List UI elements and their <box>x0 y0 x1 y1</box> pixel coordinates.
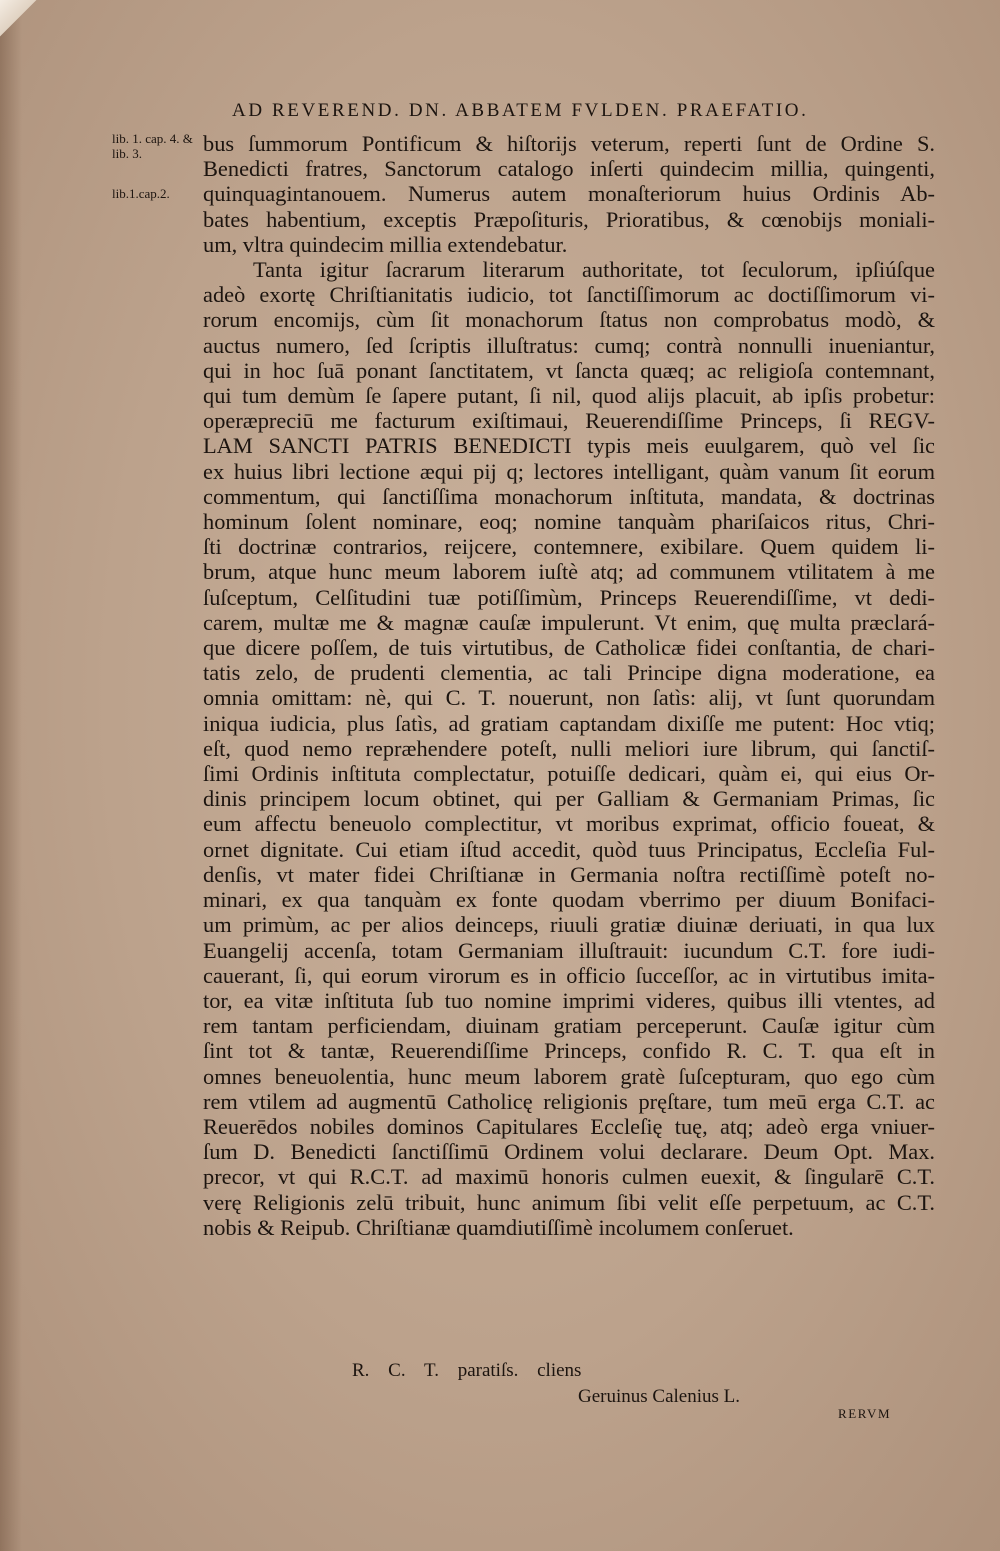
page-gutter-shadow <box>0 0 22 1551</box>
text-line: qui in hoc ſuā ponant ſanctitatem, vt ſancta quæq; ac religioſa contemnant, <box>203 357 935 383</box>
text-line: minari, ex qua tanquàm ex fonte quodam vberrimo per diuum Bonifaci- <box>203 887 935 913</box>
text-line: ornet dignitate. Cui etiam iſtud accedit, quòd tuus Principatus, Eccleſia Ful- <box>203 836 935 862</box>
text-line: nobis & Reipub. Chriſtianæ quamdiutiſſimè incolumem conſeruet. <box>203 1214 794 1240</box>
text-line: ſum D. Benedicti ſanctiſſimū Ordinem volui declarare. Deum Opt. Max. <box>203 1139 935 1165</box>
text-line: brum, atque hunc meum laborem iuſtè atq; ad communem vtilitatem à me <box>203 559 935 585</box>
text-line: tatis zelo, de prudenti clementia, ac tali Principe digna moderatione, ea <box>203 660 935 686</box>
text-line: eum affectu beneuolo complectitur, vt moribus exprimat, officio foueat, & <box>203 811 935 837</box>
text-line: verę Religionis zelū tribuit, hunc animum ſibi velit eſſe perpetuum, ac C.T. <box>203 1189 935 1215</box>
text-line: commentum, qui ſanctiſſima monachorum inſtituta, mandata, & doctrinas <box>203 483 935 509</box>
preface-text <box>203 131 935 1240</box>
text-line: ſti doctrinæ contrarios, reijcere, contemnere, exibilare. Quem quidem li- <box>203 534 935 560</box>
text-line: ſimi Ordinis inſtituta complectatur, potuiſſe dedicari, quàm ei, qui eius Or- <box>203 761 935 787</box>
marginal-note: lib.1.cap.2. <box>112 186 170 201</box>
text-line: tor, ea vitæ inſtituta ſub tuo nomine imprimi videres, quibus illi vtentes, ad <box>203 987 935 1013</box>
running-header: AD REVEREND. DN. ABBATEM FVLDEN. PRAEFATIO. <box>232 100 809 121</box>
text-line: um, vltra quindecim millia extendebatur. <box>203 231 568 257</box>
text-line: cauerant, ſi, qui eorum virorum es in officio ſucceſſor, ac in virtutibus imita- <box>203 962 935 988</box>
text-line: ſuſceptum, Celſitudini tuæ potiſſimùm, Princeps Reuerendiſſime, vt dedi- <box>203 584 935 610</box>
text-line: auctus numero, ſed ſcriptis illuſtratus: cumq; contrà nonnulli inueniantur, <box>203 332 935 358</box>
text-line: Euangelij accenſa, totam Germaniam illuſtrauit: iucundum C.T. fore iudi- <box>203 937 935 963</box>
text-line: qui tum demùm ſe ſapere putant, ſi nil, quod alijs placuit, ab ipſis probetur: <box>203 383 935 409</box>
text-line: rem vtilem ad augmentū Catholicę religionis pręſtare, tum meū erga C.T. ac <box>203 1088 935 1114</box>
text-line: carem, multæ me & magnæ cauſæ impulerunt. Vt enim, quę multa præclará- <box>203 609 935 635</box>
text-line: eſt, quod nemo repræhendere poteſt, nulli meliori iure librum, qui ſanctiſ- <box>203 735 935 761</box>
text-line: bates habentium, exceptis Præpoſituris, Prioratibus, & cœnobijs moniali- <box>203 206 935 232</box>
text-line: omnes beneuolentia, hunc meum laborem gratè ſuſcepturam, quo ego cùm <box>203 1063 935 1089</box>
text-line: quinquagintanouem. Numerus autem monaſteriorum huius Ordinis Ab- <box>203 181 935 207</box>
text-line: ex huius libri lectione æqui pij q; lectores intelligant, quàm vanum ſit eorum <box>203 458 935 484</box>
catchword: RERVM <box>838 1406 892 1421</box>
text-line: omnia omittam: nè, qui C. T. nouerunt, non ſatìs: alij, vt ſunt quorundam <box>203 685 935 711</box>
text-line: dinis principem locum obtinet, qui per Galliam & Germaniam Primas, ſic <box>203 786 935 812</box>
signature-line: R. C. T. paratiſs. cliens <box>352 1360 582 1381</box>
text-line: operæpreciū me facturum exiſtimaui, Reuerendiſſime Princeps, ſi REGV- <box>203 408 935 434</box>
text-line: iniqua iudicia, plus ſatìs, ad gratiam captandam dixiſſe me putent: Hoc vtiq; <box>203 710 935 736</box>
text-line: Tanta igitur ſacrarum literarum authoritate, tot ſeculorum, ipſiúſque <box>253 257 935 283</box>
text-line: adeò exortę Chriſtianitatis iudicio, tot ſanctiſſimorum ac doctiſſimorum vi- <box>203 282 935 308</box>
text-line: denſis, vt mater fidei Chriſtianæ in Germania noſtra rectiſſimè poteſt no- <box>203 861 935 887</box>
text-line: Benedicti fratres, Sanctorum catalogo inſerti quindecim millia, quingenti, <box>203 156 935 182</box>
signature-name: Geruinus Calenius L. <box>578 1386 741 1407</box>
text-line: ſint tot & tantæ, Reuerendiſſime Princeps, confido R. C. T. qua eſt in <box>203 1038 935 1064</box>
text-line: rorum encomijs, cùm ſit monachorum ſtatus non comprobatus modò, & <box>203 307 935 333</box>
marginal-notes <box>112 131 204 201</box>
text-line: hominum ſolent nominare, eoq; nomine tanquàm phariſaicos ritus, Chri- <box>203 509 935 535</box>
text-line: que dicere poſſem, de tuis virtutibus, de Catholicæ fidei conſtantia, de chari- <box>203 635 935 661</box>
text-line: bus ſummorum Pontificum & hiſtorijs veterum, reperti ſunt de Ordine S. <box>203 131 935 156</box>
page-corner-fold <box>0 0 40 40</box>
text-line: Reuerēdos nobiles dominos Capitulares Eccleſię tuę, atq; adeò erga vniuer- <box>203 1113 935 1139</box>
text-line: LAM SANCTI PATRIS BENEDICTI typis meis euulgarem, quò vel ſic <box>203 433 935 459</box>
text-line: um primùm, ac per alios deinceps, riuuli gratiæ diuinæ deriuati, in qua lux <box>203 912 935 938</box>
marginal-note: lib. 1. cap. 4. & lib. 3. <box>112 131 193 161</box>
text-line: rem tantam perficiendam, diuinam gratiam perceperunt. Cauſæ igitur cùm <box>203 1013 935 1039</box>
text-line: precor, vt qui R.C.T. ad maximū honoris culmen euexit, & ſingularē C.T. <box>203 1164 935 1190</box>
